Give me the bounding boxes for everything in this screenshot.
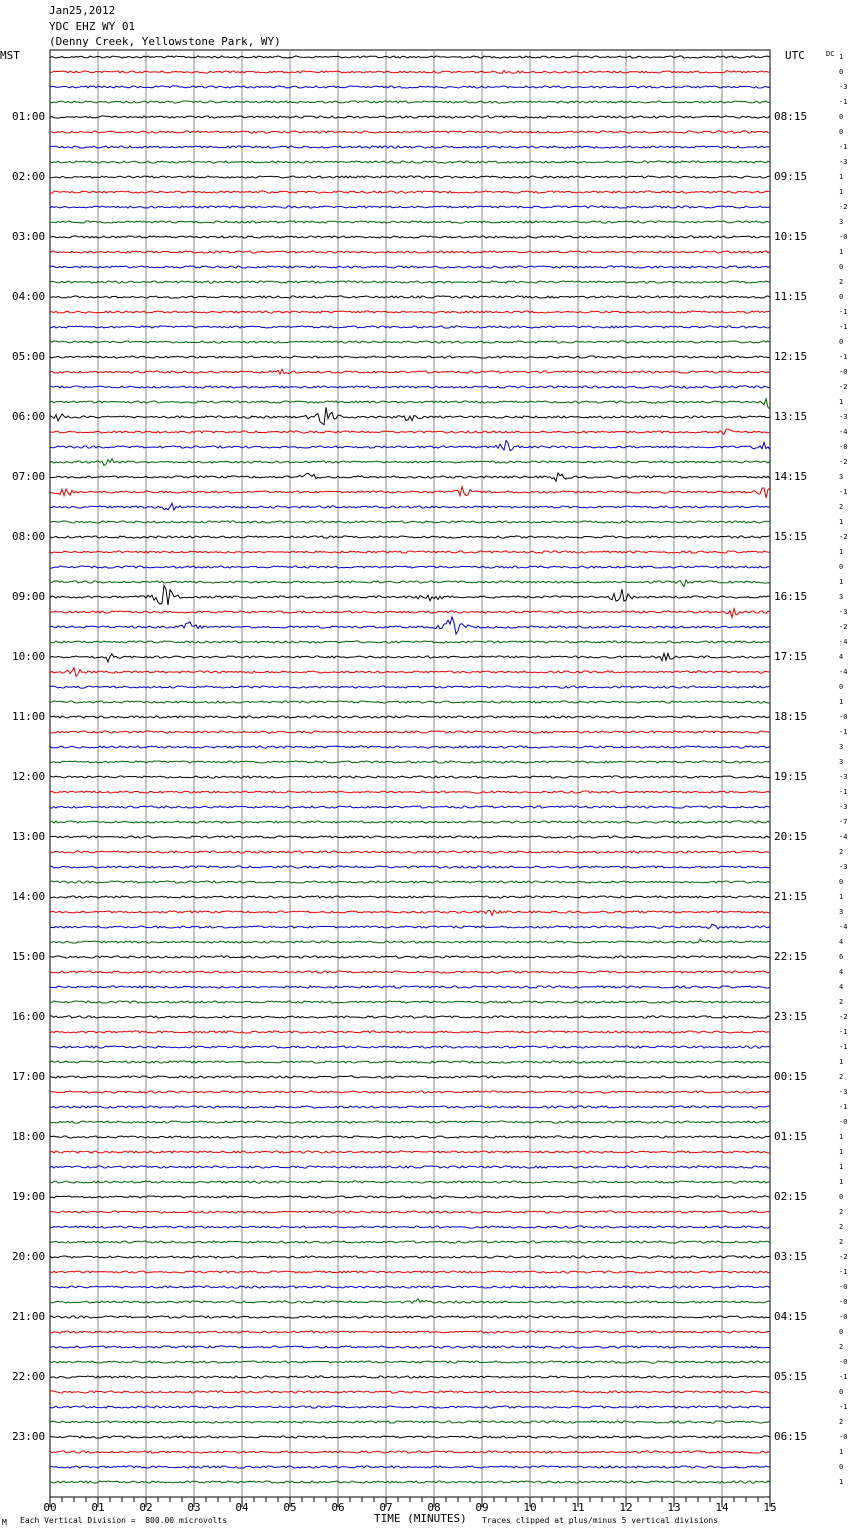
- trace-26: [50, 441, 770, 451]
- mst-label: 13:00: [12, 830, 46, 843]
- dc-offset-label: -3: [839, 863, 848, 871]
- dc-offset-label: 0: [839, 68, 844, 76]
- chart-station: YDC EHZ WY 01: [49, 20, 136, 33]
- utc-label: 13:15: [774, 410, 808, 423]
- utc-label: 05:15: [774, 1370, 808, 1383]
- dc-offset-label: -4: [839, 428, 848, 436]
- trace-61: [50, 971, 770, 973]
- utc-label: 20:15: [774, 830, 808, 843]
- dc-offset-label: 1: [839, 398, 844, 406]
- dc-offset-label: 1: [839, 1178, 844, 1186]
- dc-offset-label: -1: [839, 1373, 848, 1381]
- dc-offset-label: 1: [839, 1478, 844, 1486]
- trace-71: [50, 1121, 770, 1123]
- dc-offset-label: 0: [839, 338, 844, 346]
- chart-location: (Denny Creek, Yellowstone Park, WY): [49, 35, 281, 48]
- utc-label: 22:15: [774, 950, 808, 963]
- dc-offset-label: 0: [839, 563, 844, 571]
- trace-13: [50, 251, 770, 253]
- dc-offset-label: -1: [839, 1043, 848, 1051]
- trace-46: [50, 746, 770, 748]
- x-tick-label: 14: [715, 1501, 729, 1514]
- x-tick-label: 15: [763, 1501, 777, 1514]
- dc-offset-label: 3: [839, 758, 844, 766]
- mst-label: 22:00: [12, 1370, 46, 1383]
- utc-label: 19:15: [774, 770, 808, 783]
- mst-label: 10:00: [12, 650, 46, 663]
- dc-offset-label: -3: [839, 413, 848, 421]
- trace-35: [50, 580, 770, 587]
- trace-86: [50, 1346, 770, 1348]
- trace-38: [50, 617, 770, 634]
- x-tick-label: 04: [235, 1501, 249, 1514]
- dc-offset-label: 1: [839, 248, 844, 256]
- x-tick-label: 01: [91, 1501, 105, 1514]
- dc-offset-label: -3: [839, 83, 848, 91]
- trace-14: [50, 266, 770, 268]
- utc-label: 23:15: [774, 1010, 808, 1023]
- trace-34: [50, 566, 770, 568]
- trace-55: [50, 881, 770, 883]
- x-tick-label: 02: [139, 1501, 153, 1514]
- utc-label: 18:15: [774, 710, 808, 723]
- utc-label: 10:15: [774, 230, 808, 243]
- trace-75: [50, 1181, 770, 1183]
- dc-offset-label: -2: [839, 1253, 848, 1261]
- trace-42: [50, 686, 770, 688]
- utc-label: 21:15: [774, 890, 808, 903]
- dc-offset-label: 0: [839, 293, 844, 301]
- trace-66: [50, 1046, 770, 1048]
- trace-67: [50, 1061, 770, 1063]
- dc-offset-label: -3: [839, 803, 848, 811]
- trace-18: [50, 326, 770, 328]
- dc-offset-label: -1: [839, 1403, 848, 1411]
- trace-64: [50, 1016, 770, 1018]
- trace-20: [50, 356, 770, 358]
- trace-6: [50, 146, 770, 148]
- dc-offset-label: 0: [839, 1463, 844, 1471]
- dc-offset-label: -4: [839, 638, 848, 646]
- trace-78: [50, 1226, 770, 1228]
- utc-label: 00:15: [774, 1070, 808, 1083]
- x-tick-label: 07: [379, 1501, 393, 1514]
- dc-offset-label: -0: [839, 368, 848, 376]
- dc-offset-label: 3: [839, 473, 844, 481]
- trace-23: [50, 399, 770, 409]
- utc-label: 01:15: [774, 1130, 808, 1143]
- x-tick-label: 00: [43, 1501, 57, 1514]
- dc-offset-label: -0: [839, 1358, 848, 1366]
- trace-51: [50, 821, 770, 823]
- trace-44: [50, 716, 770, 718]
- dc-offset-label: -1: [839, 1028, 848, 1036]
- dc-offset-label: -4: [839, 923, 848, 931]
- trace-12: [50, 236, 770, 238]
- dc-offset-label: -3: [839, 608, 848, 616]
- x-tick-label: 08: [427, 1501, 441, 1514]
- trace-54: [50, 866, 770, 868]
- mst-label: 07:00: [12, 470, 46, 483]
- dc-offset-label: 3: [839, 743, 844, 751]
- trace-69: [50, 1091, 770, 1093]
- trace-82: [50, 1286, 770, 1288]
- utc-label: 09:15: [774, 170, 808, 183]
- trace-72: [50, 1136, 770, 1138]
- utc-label: 17:15: [774, 650, 808, 663]
- trace-0: [50, 56, 770, 58]
- utc-label: 15:15: [774, 530, 808, 543]
- trace-19: [50, 341, 770, 343]
- dc-offset-label: -0: [839, 713, 848, 721]
- dc-offset-label: 3: [839, 593, 844, 601]
- x-axis-label: TIME (MINUTES): [374, 1512, 467, 1525]
- dc-offset-label: -1: [839, 353, 848, 361]
- trace-60: [50, 956, 770, 958]
- dc-offset-label: -0: [839, 1433, 848, 1441]
- x-tick-label: 06: [331, 1501, 345, 1514]
- trace-88: [50, 1376, 770, 1378]
- trace-45: [50, 731, 770, 733]
- dc-offset-label: 4: [839, 653, 844, 661]
- mst-label: 23:00: [12, 1430, 46, 1443]
- trace-29: [50, 487, 770, 498]
- trace-87: [50, 1361, 770, 1363]
- dc-offset-label: 1: [839, 1058, 844, 1066]
- dc-offset-label: -1: [839, 1268, 848, 1276]
- utc-label: 14:15: [774, 470, 808, 483]
- x-tick-label: 05: [283, 1501, 297, 1514]
- trace-58: [50, 924, 770, 929]
- dc-offset-label: -0: [839, 1298, 848, 1306]
- dc-offset-label: -0: [839, 1118, 848, 1126]
- trace-8: [50, 176, 770, 178]
- trace-36: [50, 585, 770, 605]
- trace-89: [50, 1391, 770, 1393]
- trace-52: [50, 836, 770, 838]
- dc-offset-label: 1: [839, 893, 844, 901]
- dc-offset-label: 1: [839, 1448, 844, 1456]
- dc-offset-label: 0: [839, 113, 844, 121]
- dc-offset-label: -1: [839, 728, 848, 736]
- dc-offset-label: 0: [839, 1193, 844, 1201]
- utc-label: 16:15: [774, 590, 808, 603]
- dc-offset-label: -0: [839, 1283, 848, 1291]
- trace-94: [50, 1466, 770, 1468]
- trace-91: [50, 1421, 770, 1423]
- trace-95: [50, 1481, 770, 1483]
- trace-22: [50, 386, 770, 388]
- dc-offset-label: -1: [839, 788, 848, 796]
- dc-offset-label: 4: [839, 968, 844, 976]
- dc-offset-label: 0: [839, 878, 844, 886]
- dc-offset-label: 2: [839, 278, 844, 286]
- trace-84: [50, 1316, 770, 1318]
- scale-note: Each Vertical Division = 800.00 microvolts: [20, 1516, 228, 1525]
- mst-label: 11:00: [12, 710, 46, 723]
- dc-offset-label: 3: [839, 218, 844, 226]
- trace-68: [50, 1076, 770, 1078]
- chart-date: Jan25,2012: [49, 4, 116, 17]
- trace-7: [50, 161, 770, 163]
- trace-56: [50, 896, 770, 898]
- trace-43: [50, 701, 770, 703]
- trace-4: [50, 116, 770, 118]
- dc-offset-label: 1: [839, 1163, 844, 1171]
- dc-offset-label: 0: [839, 263, 844, 271]
- dc-offset-label: -3: [839, 773, 848, 781]
- trace-10: [50, 206, 770, 208]
- dc-offset-label: 1: [839, 518, 844, 526]
- dc-offset-label: -4: [839, 668, 848, 676]
- trace-70: [50, 1106, 770, 1108]
- dc-offset-label: 0: [839, 1388, 844, 1396]
- dc-offset-label: 0: [839, 683, 844, 691]
- dc-offset-label: 2: [839, 1418, 844, 1426]
- trace-27: [50, 459, 770, 466]
- dc-offset-label: 1: [839, 1133, 844, 1141]
- mst-label: 08:00: [12, 530, 46, 543]
- dc-offset-label: -1: [839, 488, 848, 496]
- mst-axis-title: MST: [0, 49, 20, 62]
- mst-label: 14:00: [12, 890, 46, 903]
- trace-40: [50, 653, 770, 662]
- dc-offset-label: 3: [839, 908, 844, 916]
- utc-label: 04:15: [774, 1310, 808, 1323]
- trace-49: [50, 791, 770, 793]
- x-tick-label: 11: [571, 1501, 585, 1514]
- mst-label: 16:00: [12, 1010, 46, 1023]
- trace-83: [50, 1299, 770, 1304]
- trace-50: [50, 806, 770, 808]
- trace-17: [50, 311, 770, 313]
- trace-63: [50, 1001, 770, 1003]
- trace-3: [50, 101, 770, 103]
- trace-62: [50, 986, 770, 988]
- trace-31: [50, 521, 770, 523]
- dc-offset-label: -1: [839, 323, 848, 331]
- x-tick-label: 12: [619, 1501, 633, 1514]
- dc-offset-label: 2: [839, 1343, 844, 1351]
- trace-77: [50, 1211, 770, 1213]
- dc-offset-label: 2: [839, 1238, 844, 1246]
- dc-offset-label: -1: [839, 143, 848, 151]
- trace-28: [50, 473, 770, 481]
- utc-label: 06:15: [774, 1430, 808, 1443]
- dc-offset-label: 2: [839, 1073, 844, 1081]
- x-tick-label: 09: [475, 1501, 489, 1514]
- mst-label: 17:00: [12, 1070, 46, 1083]
- trace-30: [50, 503, 770, 510]
- dc-offset-label: -2: [839, 458, 848, 466]
- dc-offset-label: -1: [839, 308, 848, 316]
- mst-label: 05:00: [12, 350, 46, 363]
- mst-label: 03:00: [12, 230, 46, 243]
- dc-offset-label: -1: [839, 1103, 848, 1111]
- dc-offset-label: -2: [839, 383, 848, 391]
- dc-offset-label: 2: [839, 1208, 844, 1216]
- x-tick-label: 13: [667, 1501, 681, 1514]
- mst-label: 21:00: [12, 1310, 46, 1323]
- dc-offset-label: -0: [839, 1313, 848, 1321]
- dc-offset-label: -4: [839, 833, 848, 841]
- dc-offset-label: 1: [839, 53, 844, 61]
- dc-offset-label: 1: [839, 173, 844, 181]
- dc-offset-label: 1: [839, 698, 844, 706]
- mst-label: 06:00: [12, 410, 46, 423]
- mst-label: 15:00: [12, 950, 46, 963]
- trace-24: [50, 407, 770, 424]
- dc-offset-label: 1: [839, 578, 844, 586]
- dc-offset-label: 1: [839, 1148, 844, 1156]
- trace-92: [50, 1436, 770, 1438]
- utc-label: 02:15: [774, 1190, 808, 1203]
- trace-79: [50, 1241, 770, 1243]
- mst-label: 01:00: [12, 110, 46, 123]
- dc-offset-label: -2: [839, 623, 848, 631]
- mst-label: 04:00: [12, 290, 46, 303]
- trace-74: [50, 1166, 770, 1168]
- trace-81: [50, 1271, 770, 1273]
- trace-21: [50, 369, 770, 374]
- dc-offset-label: -2: [839, 533, 848, 541]
- trace-80: [50, 1256, 770, 1258]
- mst-label: 19:00: [12, 1190, 46, 1203]
- trace-16: [50, 296, 770, 298]
- trace-85: [50, 1331, 770, 1333]
- trace-65: [50, 1031, 770, 1033]
- trace-47: [50, 761, 770, 763]
- trace-41: [50, 668, 770, 677]
- trace-11: [50, 221, 770, 223]
- dc-offset-label: 0: [839, 128, 844, 136]
- trace-39: [50, 641, 770, 643]
- dc-offset-label: 0: [839, 1328, 844, 1336]
- utc-label: 03:15: [774, 1250, 808, 1263]
- corner-mark: M: [2, 1518, 7, 1527]
- trace-57: [50, 910, 770, 916]
- dc-offset-label: 1: [839, 548, 844, 556]
- mst-label: 09:00: [12, 590, 46, 603]
- dc-offset-label: 2: [839, 503, 844, 511]
- trace-32: [50, 536, 770, 538]
- mst-label: 12:00: [12, 770, 46, 783]
- utc-label: 12:15: [774, 350, 808, 363]
- dc-offset-label: 4: [839, 938, 844, 946]
- trace-37: [50, 609, 770, 618]
- utc-label: 08:15: [774, 110, 808, 123]
- x-tick-label: 03: [187, 1501, 201, 1514]
- dc-offset-label: -2: [839, 1013, 848, 1021]
- dc-title: DC: [826, 50, 835, 58]
- trace-2: [50, 86, 770, 88]
- mst-label: 20:00: [12, 1250, 46, 1263]
- trace-9: [50, 191, 770, 193]
- trace-90: [50, 1406, 770, 1408]
- dc-offset-label: 2: [839, 998, 844, 1006]
- trace-53: [50, 851, 770, 853]
- dc-offset-label: 6: [839, 953, 844, 961]
- trace-93: [50, 1451, 770, 1453]
- trace-25: [50, 429, 770, 435]
- dc-offset-label: 2: [839, 1223, 844, 1231]
- trace-1: [50, 71, 770, 74]
- dc-offset-label: 4: [839, 983, 844, 991]
- trace-73: [50, 1151, 770, 1153]
- dc-offset-label: -3: [839, 158, 848, 166]
- dc-offset-label: -8: [839, 443, 848, 451]
- mst-label: 18:00: [12, 1130, 46, 1143]
- x-tick-label: 10: [523, 1501, 537, 1514]
- dc-offset-label: -1: [839, 98, 848, 106]
- trace-15: [50, 281, 770, 283]
- trace-76: [50, 1196, 770, 1198]
- dc-offset-label: -3: [839, 1088, 848, 1096]
- trace-5: [50, 131, 770, 133]
- trace-33: [50, 551, 770, 553]
- clip-note: Traces clipped at plus/minus 5 vertical divisions: [482, 1516, 719, 1525]
- dc-offset-label: -0: [839, 233, 848, 241]
- utc-axis-title: UTC: [785, 49, 805, 62]
- dc-offset-label: -7: [839, 818, 848, 826]
- dc-offset-label: 2: [839, 848, 844, 856]
- trace-48: [50, 776, 770, 778]
- dc-offset-label: 1: [839, 188, 844, 196]
- mst-label: 02:00: [12, 170, 46, 183]
- trace-59: [50, 939, 770, 943]
- utc-label: 11:15: [774, 290, 808, 303]
- dc-offset-label: -2: [839, 203, 848, 211]
